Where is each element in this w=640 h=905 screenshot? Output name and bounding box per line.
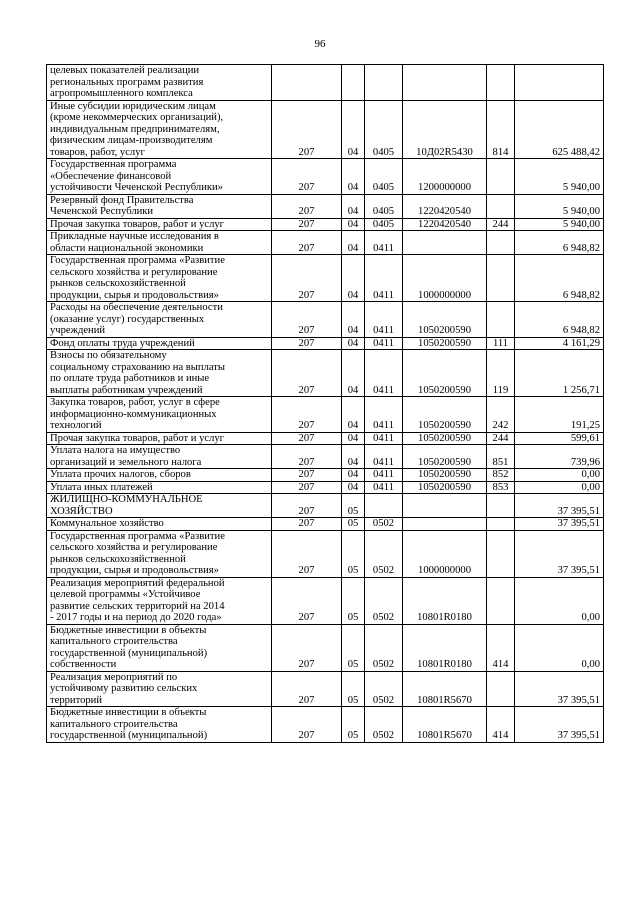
row-target-article-cell: 1000000000 bbox=[403, 255, 487, 302]
row-name-cell: Прочая закупка товаров, работ и услуг bbox=[47, 218, 272, 231]
row-target-article-cell: 1050200590 bbox=[403, 302, 487, 338]
row-subsection-cell: 0411 bbox=[365, 255, 403, 302]
row-expense-type-cell bbox=[487, 302, 515, 338]
row-target-article-cell: 1220420540 bbox=[403, 218, 487, 231]
row-target-article-cell: 1050200590 bbox=[403, 350, 487, 397]
row-subsection-cell: 0411 bbox=[365, 397, 403, 433]
row-grbs-cell: 207 bbox=[272, 577, 342, 624]
row-target-article-cell: 10Д02R5430 bbox=[403, 100, 487, 159]
table-row bbox=[47, 432, 604, 445]
row-grbs-cell: 207 bbox=[272, 337, 342, 350]
row-name-cell: Резервный фонд Правительства Чеченской Республики bbox=[47, 194, 272, 218]
row-grbs-cell: 207 bbox=[272, 397, 342, 433]
row-grbs-cell: 207 bbox=[272, 255, 342, 302]
table-row bbox=[47, 624, 604, 671]
row-name-cell: Реализация мероприятий по устойчивому развитию сельских территорий bbox=[47, 671, 272, 707]
row-name-cell: Реализация мероприятий федеральной целевой программы «Устойчивое развитие сельских территорий на 2014 - 2017 годы и на период до 2020 года» bbox=[47, 577, 272, 624]
row-subsection-cell: 0502 bbox=[365, 624, 403, 671]
row-target-article-cell: 1000000000 bbox=[403, 530, 487, 577]
row-grbs-cell: 207 bbox=[272, 159, 342, 195]
row-grbs-cell: 207 bbox=[272, 481, 342, 494]
row-expense-type-cell: 814 bbox=[487, 100, 515, 159]
row-grbs-cell: 207 bbox=[272, 671, 342, 707]
row-name-cell: Уплата иных платежей bbox=[47, 481, 272, 494]
row-section-cell: 04 bbox=[342, 337, 365, 350]
row-grbs-cell: 207 bbox=[272, 350, 342, 397]
row-subsection-cell: 0411 bbox=[365, 350, 403, 397]
row-amount-cell bbox=[515, 65, 604, 101]
table-body bbox=[47, 65, 604, 743]
row-expense-type-cell: 244 bbox=[487, 432, 515, 445]
row-subsection-cell bbox=[365, 65, 403, 101]
table-row bbox=[47, 494, 604, 518]
table-row bbox=[47, 397, 604, 433]
row-amount-cell: 5 940,00 bbox=[515, 194, 604, 218]
row-expense-type-cell: 414 bbox=[487, 624, 515, 671]
row-subsection-cell: 0411 bbox=[365, 231, 403, 255]
row-amount-cell: 0,00 bbox=[515, 624, 604, 671]
row-expense-type-cell bbox=[487, 255, 515, 302]
table-row bbox=[47, 350, 604, 397]
row-subsection-cell: 0502 bbox=[365, 671, 403, 707]
table-row bbox=[47, 159, 604, 195]
row-amount-cell: 37 395,51 bbox=[515, 530, 604, 577]
table-row bbox=[47, 218, 604, 231]
row-section-cell: 04 bbox=[342, 469, 365, 482]
row-amount-cell: 1 256,71 bbox=[515, 350, 604, 397]
row-expense-type-cell bbox=[487, 530, 515, 577]
row-section-cell: 04 bbox=[342, 397, 365, 433]
row-name-cell: Коммунальное хозяйство bbox=[47, 518, 272, 531]
row-subsection-cell: 0411 bbox=[365, 302, 403, 338]
row-name-cell: Взносы по обязательному социальному страхованию на выплаты по оплате труда работников и иные выплаты работникам учреждений bbox=[47, 350, 272, 397]
row-amount-cell: 6 948,82 bbox=[515, 302, 604, 338]
row-subsection-cell: 0405 bbox=[365, 194, 403, 218]
row-grbs-cell: 207 bbox=[272, 218, 342, 231]
row-subsection-cell: 0405 bbox=[365, 100, 403, 159]
row-target-article-cell: 10801R0180 bbox=[403, 577, 487, 624]
row-subsection-cell: 0411 bbox=[365, 481, 403, 494]
row-subsection-cell: 0502 bbox=[365, 707, 403, 743]
row-amount-cell: 37 395,51 bbox=[515, 707, 604, 743]
row-expense-type-cell bbox=[487, 159, 515, 195]
table-row bbox=[47, 577, 604, 624]
row-target-article-cell: 10801R0180 bbox=[403, 624, 487, 671]
row-section-cell: 05 bbox=[342, 624, 365, 671]
row-amount-cell: 739,96 bbox=[515, 445, 604, 469]
row-section-cell: 04 bbox=[342, 481, 365, 494]
row-amount-cell: 599,61 bbox=[515, 432, 604, 445]
row-section-cell: 05 bbox=[342, 518, 365, 531]
row-subsection-cell: 0411 bbox=[365, 337, 403, 350]
row-subsection-cell: 0411 bbox=[365, 469, 403, 482]
row-amount-cell: 6 948,82 bbox=[515, 231, 604, 255]
table-row bbox=[47, 445, 604, 469]
table-row bbox=[47, 100, 604, 159]
row-target-article-cell bbox=[403, 494, 487, 518]
row-target-article-cell: 1050200590 bbox=[403, 337, 487, 350]
row-amount-cell: 5 940,00 bbox=[515, 218, 604, 231]
row-amount-cell: 0,00 bbox=[515, 577, 604, 624]
row-expense-type-cell: 414 bbox=[487, 707, 515, 743]
row-section-cell: 05 bbox=[342, 530, 365, 577]
row-name-cell: Бюджетные инвестиции в объекты капитального строительства государственной (муниципальной) bbox=[47, 707, 272, 743]
row-section-cell: 05 bbox=[342, 577, 365, 624]
row-name-cell: Бюджетные инвестиции в объекты капитального строительства государственной (муниципальной) собственности bbox=[47, 624, 272, 671]
table-row bbox=[47, 671, 604, 707]
row-name-cell: Уплата прочих налогов, сборов bbox=[47, 469, 272, 482]
row-target-article-cell bbox=[403, 231, 487, 255]
table-row bbox=[47, 530, 604, 577]
row-grbs-cell: 207 bbox=[272, 518, 342, 531]
row-name-cell: Государственная программа «Обеспечение финансовой устойчивости Чеченской Республики» bbox=[47, 159, 272, 195]
row-name-cell: целевых показателей реализации региональных программ развития агропромышленного комплекса bbox=[47, 65, 272, 101]
row-subsection-cell: 0411 bbox=[365, 432, 403, 445]
row-subsection-cell: 0411 bbox=[365, 445, 403, 469]
row-expense-type-cell: 242 bbox=[487, 397, 515, 433]
row-target-article-cell: 1200000000 bbox=[403, 159, 487, 195]
table-row bbox=[47, 707, 604, 743]
row-grbs-cell: 207 bbox=[272, 445, 342, 469]
row-section-cell: 04 bbox=[342, 159, 365, 195]
row-expense-type-cell: 851 bbox=[487, 445, 515, 469]
table-row bbox=[47, 194, 604, 218]
row-subsection-cell: 0502 bbox=[365, 518, 403, 531]
table-row bbox=[47, 518, 604, 531]
row-amount-cell: 0,00 bbox=[515, 469, 604, 482]
row-section-cell: 05 bbox=[342, 494, 365, 518]
row-expense-type-cell bbox=[487, 518, 515, 531]
table-row bbox=[47, 469, 604, 482]
table-row bbox=[47, 231, 604, 255]
row-expense-type-cell bbox=[487, 577, 515, 624]
row-section-cell: 04 bbox=[342, 218, 365, 231]
row-grbs-cell: 207 bbox=[272, 530, 342, 577]
row-target-article-cell bbox=[403, 518, 487, 531]
row-subsection-cell: 0405 bbox=[365, 218, 403, 231]
row-expense-type-cell: 852 bbox=[487, 469, 515, 482]
table-row bbox=[47, 255, 604, 302]
row-name-cell: Государственная программа «Развитие сельского хозяйства и регулирование рынков сельскохозяйственной продукции, сырья и продовольствия» bbox=[47, 530, 272, 577]
table-row bbox=[47, 481, 604, 494]
row-expense-type-cell bbox=[487, 494, 515, 518]
row-amount-cell: 6 948,82 bbox=[515, 255, 604, 302]
row-subsection-cell: 0502 bbox=[365, 577, 403, 624]
row-grbs-cell bbox=[272, 65, 342, 101]
row-section-cell: 04 bbox=[342, 445, 365, 469]
row-section-cell: 04 bbox=[342, 231, 365, 255]
row-expense-type-cell: 119 bbox=[487, 350, 515, 397]
row-subsection-cell: 0405 bbox=[365, 159, 403, 195]
row-grbs-cell: 207 bbox=[272, 624, 342, 671]
row-section-cell: 05 bbox=[342, 671, 365, 707]
row-grbs-cell: 207 bbox=[272, 707, 342, 743]
row-expense-type-cell bbox=[487, 194, 515, 218]
row-subsection-cell: 0502 bbox=[365, 530, 403, 577]
row-target-article-cell bbox=[403, 65, 487, 101]
row-target-article-cell: 1050200590 bbox=[403, 481, 487, 494]
row-target-article-cell: 1050200590 bbox=[403, 432, 487, 445]
row-section-cell: 04 bbox=[342, 255, 365, 302]
row-name-cell: Уплата налога на имущество организаций и земельного налога bbox=[47, 445, 272, 469]
row-section-cell: 04 bbox=[342, 302, 365, 338]
row-grbs-cell: 207 bbox=[272, 231, 342, 255]
row-grbs-cell: 207 bbox=[272, 302, 342, 338]
row-name-cell: Государственная программа «Развитие сельского хозяйства и регулирование рынков сельскохозяйственной продукции, сырья и продовольствия» bbox=[47, 255, 272, 302]
row-target-article-cell: 10801R5670 bbox=[403, 671, 487, 707]
row-section-cell: 04 bbox=[342, 432, 365, 445]
row-name-cell: Фонд оплаты труда учреждений bbox=[47, 337, 272, 350]
row-grbs-cell: 207 bbox=[272, 494, 342, 518]
row-name-cell: Прочая закупка товаров, работ и услуг bbox=[47, 432, 272, 445]
row-expense-type-cell bbox=[487, 65, 515, 101]
row-amount-cell: 37 395,51 bbox=[515, 671, 604, 707]
row-name-cell: Расходы на обеспечение деятельности (оказание услуг) государственных учреждений bbox=[47, 302, 272, 338]
row-amount-cell: 625 488,42 bbox=[515, 100, 604, 159]
row-name-cell: Закупка товаров, работ, услуг в сфере информационно-коммуникационных технологий bbox=[47, 397, 272, 433]
row-amount-cell: 4 161,29 bbox=[515, 337, 604, 350]
row-target-article-cell: 1050200590 bbox=[403, 469, 487, 482]
row-grbs-cell: 207 bbox=[272, 469, 342, 482]
row-section-cell: 04 bbox=[342, 350, 365, 397]
row-expense-type-cell bbox=[487, 671, 515, 707]
row-expense-type-cell: 111 bbox=[487, 337, 515, 350]
row-section-cell: 04 bbox=[342, 100, 365, 159]
row-amount-cell: 5 940,00 bbox=[515, 159, 604, 195]
row-name-cell: ЖИЛИЩНО-КОММУНАЛЬНОЕ ХОЗЯЙСТВО bbox=[47, 494, 272, 518]
row-target-article-cell: 10801R5670 bbox=[403, 707, 487, 743]
row-target-article-cell: 1050200590 bbox=[403, 445, 487, 469]
row-amount-cell: 191,25 bbox=[515, 397, 604, 433]
row-target-article-cell: 1050200590 bbox=[403, 397, 487, 433]
row-subsection-cell bbox=[365, 494, 403, 518]
row-amount-cell: 0,00 bbox=[515, 481, 604, 494]
row-target-article-cell: 1220420540 bbox=[403, 194, 487, 218]
row-expense-type-cell: 244 bbox=[487, 218, 515, 231]
table-row bbox=[47, 65, 604, 101]
row-amount-cell: 37 395,51 bbox=[515, 518, 604, 531]
row-grbs-cell: 207 bbox=[272, 194, 342, 218]
row-grbs-cell: 207 bbox=[272, 432, 342, 445]
row-expense-type-cell: 853 bbox=[487, 481, 515, 494]
row-grbs-cell: 207 bbox=[272, 100, 342, 159]
row-section-cell bbox=[342, 65, 365, 101]
row-section-cell: 05 bbox=[342, 707, 365, 743]
table-row bbox=[47, 337, 604, 350]
row-section-cell: 04 bbox=[342, 194, 365, 218]
page-number: 96 bbox=[314, 38, 326, 50]
budget-table bbox=[46, 64, 604, 743]
table-row bbox=[47, 302, 604, 338]
row-name-cell: Иные субсидии юридическим лицам (кроме некоммерческих организаций), индивидуальным предпринимателям, физическим лицам-производителям товаров, работ, услуг bbox=[47, 100, 272, 159]
row-amount-cell: 37 395,51 bbox=[515, 494, 604, 518]
row-name-cell: Прикладные научные исследования в области национальной экономики bbox=[47, 231, 272, 255]
row-expense-type-cell bbox=[487, 231, 515, 255]
